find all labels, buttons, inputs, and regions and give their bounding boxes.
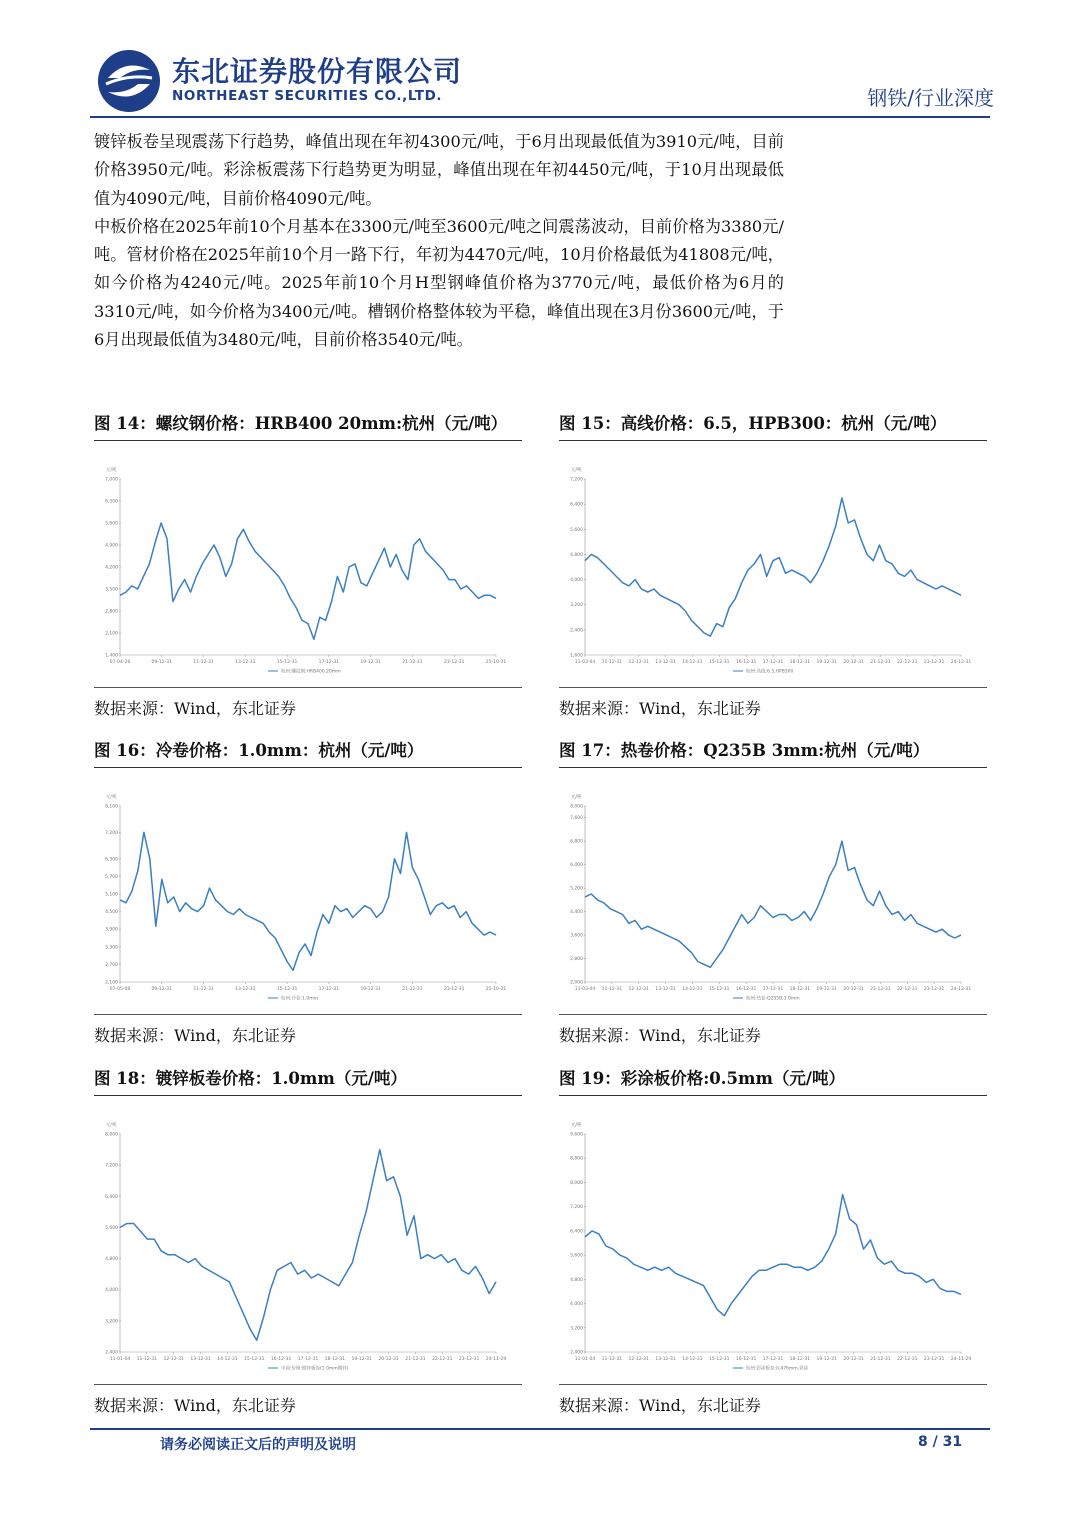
- y-tick-label: 8,800: [570, 1156, 583, 1162]
- x-tick-label: 19-12-31: [816, 1357, 837, 1362]
- figure-divider: [94, 1014, 522, 1015]
- x-tick-label: 07-05-08: [109, 987, 131, 992]
- y-tick-label: 4,000: [570, 1302, 583, 1308]
- x-tick-label: 17-12-31: [762, 987, 784, 992]
- legend-label: 中国:价格:镀锌板卷(1.0mm镀锌): [281, 1366, 349, 1372]
- figure-divider: [559, 687, 987, 688]
- x-tick-label: 23-12-31: [923, 987, 945, 992]
- x-tick-label: 21-12-31: [402, 987, 423, 992]
- x-tick-label: 16-12-31: [270, 1357, 292, 1362]
- y-tick-label: 6,800: [570, 839, 583, 845]
- figure-17: [559, 737, 987, 1046]
- x-tick-label: 18-12-31: [324, 1357, 346, 1362]
- y-tick-label: 1,600: [570, 653, 583, 659]
- figure-title: 图 18：镀锌板卷价格：1.0mm（元/吨）: [94, 1065, 522, 1096]
- legend-label: 杭州:冷卷:1.0mm: [281, 996, 318, 1002]
- y-tick-label: 6,300: [105, 857, 118, 863]
- figure-source: 数据来源：Wind，东北证券: [94, 699, 296, 718]
- x-tick-label: 21-12-31: [402, 660, 423, 665]
- y-tick-label: 7,000: [105, 477, 118, 483]
- y-tick-label: 7,200: [105, 1163, 118, 1169]
- x-tick-label: 09-12-31: [151, 987, 172, 992]
- report-section-label: 钢铁/行业深度: [867, 86, 994, 110]
- y-tick-label: 4,800: [105, 1257, 118, 1263]
- figure-title: 图 19：彩涂板价格:0.5mm（元/吨）: [559, 1065, 987, 1096]
- galvanized-price-chart: [94, 1104, 522, 1384]
- y-tick-label: 2,400: [105, 1350, 118, 1356]
- series-line: [585, 498, 961, 636]
- figure-18: [94, 1065, 522, 1416]
- y-tick-label: 6,000: [570, 863, 583, 869]
- x-tick-label: 19-12-31: [816, 660, 837, 665]
- x-tick-label: 19-12-31: [360, 660, 381, 665]
- x-tick-label: 17-12-31: [762, 660, 784, 665]
- y-tick-label: 8,000: [570, 804, 583, 810]
- figure-title: 图 16：冷卷价格：1.0mm：杭州（元/吨）: [94, 737, 522, 768]
- x-tick-label: 12-12-31: [628, 987, 649, 992]
- y-tick-label: 6,400: [570, 1229, 583, 1235]
- legend-label: 杭州:螺纹钢:HRB400,20mm: [281, 669, 341, 675]
- body-text: [94, 128, 784, 354]
- x-tick-label: 13-12-31: [235, 660, 256, 665]
- figure-19: [559, 1065, 987, 1416]
- x-tick-label: 11-03-04: [574, 660, 596, 665]
- figure-source: 数据来源：Wind，东北证券: [94, 1026, 296, 1045]
- x-tick-label: 17-12-31: [297, 1357, 319, 1362]
- x-tick-label: 20-12-31: [843, 987, 864, 992]
- x-tick-label: 15-12-31: [709, 1357, 730, 1362]
- y-tick-label: 4,900: [105, 543, 118, 549]
- y-tick-label: 2,100: [105, 980, 118, 986]
- x-tick-label: 22-12-31: [897, 987, 918, 992]
- x-tick-label: 14-12-31: [217, 1357, 238, 1362]
- y-tick-label: 5,700: [105, 874, 118, 880]
- hot-rolled-price-chart: [559, 776, 987, 1014]
- legend-label: 杭州:热卷:Q235B,3.0mm: [746, 996, 800, 1002]
- x-tick-label: 23-12-31: [444, 660, 465, 665]
- x-tick-label: 13-12-31: [190, 1357, 211, 1362]
- x-tick-label: 17-12-31: [762, 1357, 784, 1362]
- series-line: [585, 1195, 961, 1316]
- figure-source: 数据来源：Wind，东北证券: [94, 1396, 296, 1415]
- figure-15: [559, 410, 987, 719]
- x-tick-label: 25-10-31: [485, 660, 507, 665]
- header-divider: [90, 116, 990, 118]
- x-tick-label: 11-12-31: [193, 660, 214, 665]
- y-tick-label: 3,300: [105, 945, 118, 951]
- x-tick-label: 07-04-28: [109, 660, 131, 665]
- figure-title: 图 15：高线价格：6.5，HPB300：杭州（元/吨）: [559, 410, 987, 441]
- x-tick-label: 19-12-31: [351, 1357, 372, 1362]
- y-tick-label: 2,400: [570, 1350, 583, 1356]
- x-tick-label: 11-01-04: [109, 1357, 131, 1362]
- company-name-cn: 东北证券股份有限公司: [172, 55, 463, 88]
- x-tick-label: 15-12-31: [276, 987, 298, 992]
- y-tick-label: 7,200: [570, 477, 583, 483]
- x-tick-label: 21-12-31: [870, 1357, 891, 1362]
- y-tick-label: 4,800: [570, 552, 583, 558]
- figure-source: 数据来源：Wind，东北证券: [559, 699, 761, 718]
- x-tick-label: 11-12-31: [601, 987, 623, 992]
- x-tick-label: 14-12-31: [682, 1357, 703, 1362]
- x-tick-label: 16-12-31: [735, 660, 757, 665]
- y-tick-label: 6,300: [105, 499, 118, 505]
- y-tick-label: 4,000: [570, 578, 583, 584]
- x-tick-label: 24-12-31: [950, 660, 972, 665]
- figure-source: 数据来源：Wind，东北证券: [559, 1026, 761, 1045]
- x-tick-label: 11-12-31: [136, 1357, 158, 1362]
- y-tick-label: 3,200: [570, 603, 583, 609]
- y-tick-label: 5,200: [570, 886, 583, 892]
- x-tick-label: 20-12-31: [378, 1357, 399, 1362]
- x-tick-label: 16-12-31: [735, 987, 757, 992]
- legend-label: 杭州:高线:6.5,HPB300: [746, 669, 794, 675]
- x-tick-label: 18-12-31: [789, 987, 811, 992]
- x-tick-label: 12-12-31: [628, 1357, 649, 1362]
- x-tick-label: 22-12-31: [897, 1357, 918, 1362]
- y-tick-label: 7,600: [570, 816, 583, 822]
- series-line: [585, 841, 961, 967]
- x-tick-label: 13-12-31: [655, 987, 676, 992]
- y-tick-label: 5,100: [105, 892, 118, 898]
- company-name-en: NORTHEAST SECURITIES CO.,LTD.: [172, 88, 443, 104]
- x-tick-label: 24-11-29: [950, 1357, 972, 1362]
- x-tick-label: 17-12-31: [318, 987, 340, 992]
- y-tick-label: 4,400: [570, 910, 583, 916]
- y-tick-label: 4,200: [105, 565, 118, 571]
- x-tick-label: 21-12-31: [870, 660, 891, 665]
- y-axis-unit: 元/吨: [106, 795, 117, 800]
- legend-label: 杭州:彩涂板卷:0.476mm,彩涂: [746, 1366, 809, 1372]
- y-axis-unit: 元/吨: [571, 1123, 582, 1128]
- paragraph-plates: 中板价格在2025年前10个月基本在3300元/吨至3600元/吨之间震荡波动，目前价格为3380元/吨。管材价格在2025年前10个月一路下行，年初为4470元/吨，10月价格最低为41808元/吨，如今价格为4240元/吨。2025年前10个月H型钢峰值价格为3770元/吨，最低价格为6月的3310元/吨，如今价格为3400元/吨。槽钢价格整体较为平稳，峰值出现在3月份3600元/吨，于6月出现最低值为3480元/吨，目前价格3540元/吨。: [94, 216, 784, 350]
- y-tick-label: 8,100: [105, 804, 118, 810]
- paragraph-galvanized: 镀锌板卷呈现震荡下行趋势，峰值出现在年初4300元/吨，于6月出现最低值为3910元/吨，目前价格3950元/吨。彩涂板震荡下行趋势更为明显，峰值出现在年初4450元/吨，于10月出现最低值为4090元/吨，目前价格4090元/吨。: [94, 132, 784, 208]
- x-tick-label: 22-12-31: [897, 660, 918, 665]
- series-line: [120, 1150, 496, 1341]
- y-axis-unit: 元/吨: [106, 468, 117, 473]
- wire-rod-price-chart: [559, 449, 987, 687]
- x-tick-label: 23-12-31: [923, 1357, 945, 1362]
- x-tick-label: 18-12-31: [789, 660, 811, 665]
- y-tick-label: 2,100: [105, 631, 118, 637]
- y-axis-unit: 元/吨: [571, 468, 582, 473]
- x-tick-label: 21-12-31: [870, 987, 891, 992]
- x-tick-label: 12-12-31: [163, 1357, 184, 1362]
- x-tick-label: 15-12-31: [709, 660, 730, 665]
- x-tick-label: 25-10-31: [485, 987, 507, 992]
- x-tick-label: 24-11-29: [485, 1357, 507, 1362]
- x-tick-label: 20-12-31: [843, 660, 864, 665]
- x-tick-label: 17-12-31: [318, 660, 340, 665]
- x-tick-label: 11-03-04: [574, 987, 596, 992]
- series-line: [120, 523, 496, 639]
- figure-divider: [559, 1014, 987, 1015]
- footer-divider: [90, 1428, 990, 1430]
- x-tick-label: 19-12-31: [360, 987, 381, 992]
- footer-disclaimer-note: 请务必阅读正文后的声明及说明: [160, 1437, 356, 1453]
- y-tick-label: 6,400: [105, 1194, 118, 1200]
- x-tick-label: 11-12-31: [193, 987, 214, 992]
- x-tick-label: 15-12-31: [276, 660, 298, 665]
- figure-title: 图 17：热卷价格：Q235B 3mm:杭州（元/吨）: [559, 737, 987, 768]
- y-tick-label: 2,800: [105, 609, 118, 615]
- y-tick-label: 2,400: [570, 628, 583, 634]
- x-tick-label: 22-12-31: [432, 1357, 453, 1362]
- y-tick-label: 5,600: [570, 527, 583, 533]
- y-tick-label: 3,200: [105, 1319, 118, 1325]
- x-tick-label: 14-12-31: [682, 660, 703, 665]
- y-tick-label: 9,600: [570, 1132, 583, 1138]
- x-tick-label: 15-12-31: [244, 1357, 265, 1362]
- y-axis-unit: 元/吨: [106, 1123, 117, 1128]
- x-tick-label: 16-12-31: [735, 1357, 757, 1362]
- y-tick-label: 4,000: [105, 1288, 118, 1294]
- y-tick-label: 2,700: [105, 962, 118, 968]
- y-tick-label: 3,500: [105, 587, 118, 593]
- y-tick-label: 3,600: [570, 933, 583, 939]
- page-header: [0, 0, 1080, 130]
- x-tick-label: 09-12-31: [151, 660, 172, 665]
- y-tick-label: 3,900: [105, 927, 118, 933]
- x-tick-label: 15-12-31: [709, 987, 730, 992]
- x-tick-label: 11-12-31: [601, 660, 623, 665]
- y-tick-label: 5,600: [105, 521, 118, 527]
- y-tick-label: 8,000: [105, 1132, 118, 1138]
- x-tick-label: 13-12-31: [655, 1357, 676, 1362]
- y-tick-label: 7,200: [105, 830, 118, 836]
- x-tick-label: 11-01-04: [574, 1357, 596, 1362]
- x-tick-label: 19-12-31: [816, 987, 837, 992]
- x-tick-label: 23-12-31: [458, 1357, 480, 1362]
- y-tick-label: 3,200: [570, 1326, 583, 1332]
- figure-divider: [559, 1384, 987, 1385]
- x-tick-label: 14-12-31: [682, 987, 703, 992]
- y-tick-label: 8,000: [570, 1180, 583, 1186]
- y-tick-label: 2,000: [570, 980, 583, 986]
- series-line: [120, 832, 496, 970]
- figure-divider: [94, 1384, 522, 1385]
- y-axis-unit: 元/吨: [571, 795, 582, 800]
- x-tick-label: 23-12-31: [923, 660, 945, 665]
- x-tick-label: 24-12-31: [950, 987, 972, 992]
- y-tick-label: 5,600: [105, 1225, 118, 1231]
- y-tick-label: 1,400: [105, 653, 118, 659]
- y-tick-label: 2,800: [570, 957, 583, 963]
- y-tick-label: 4,800: [570, 1277, 583, 1283]
- figure-16: [94, 737, 522, 1046]
- y-tick-label: 7,200: [570, 1205, 583, 1211]
- figure-title: 图 14：螺纹钢价格：HRB400 20mm:杭州（元/吨）: [94, 410, 522, 441]
- y-tick-label: 5,600: [570, 1253, 583, 1259]
- cold-rolled-price-chart: [94, 776, 522, 1014]
- color-coated-price-chart: [559, 1104, 987, 1384]
- y-tick-label: 6,400: [570, 502, 583, 508]
- rebar-price-chart: [94, 449, 522, 687]
- figure-14: [94, 410, 522, 719]
- page-number: 8 / 31: [918, 1434, 963, 1450]
- x-tick-label: 18-12-31: [789, 1357, 811, 1362]
- x-tick-label: 23-12-31: [444, 987, 465, 992]
- figure-source: 数据来源：Wind，东北证券: [559, 1396, 761, 1415]
- figure-divider: [94, 687, 522, 688]
- x-tick-label: 11-12-31: [601, 1357, 623, 1362]
- company-logo-icon: [96, 48, 162, 114]
- x-tick-label: 13-12-31: [235, 987, 256, 992]
- x-tick-label: 20-12-31: [843, 1357, 864, 1362]
- y-tick-label: 4,500: [105, 910, 118, 916]
- x-tick-label: 13-12-31: [655, 660, 676, 665]
- x-tick-label: 12-12-31: [628, 660, 649, 665]
- x-tick-label: 21-12-31: [405, 1357, 426, 1362]
